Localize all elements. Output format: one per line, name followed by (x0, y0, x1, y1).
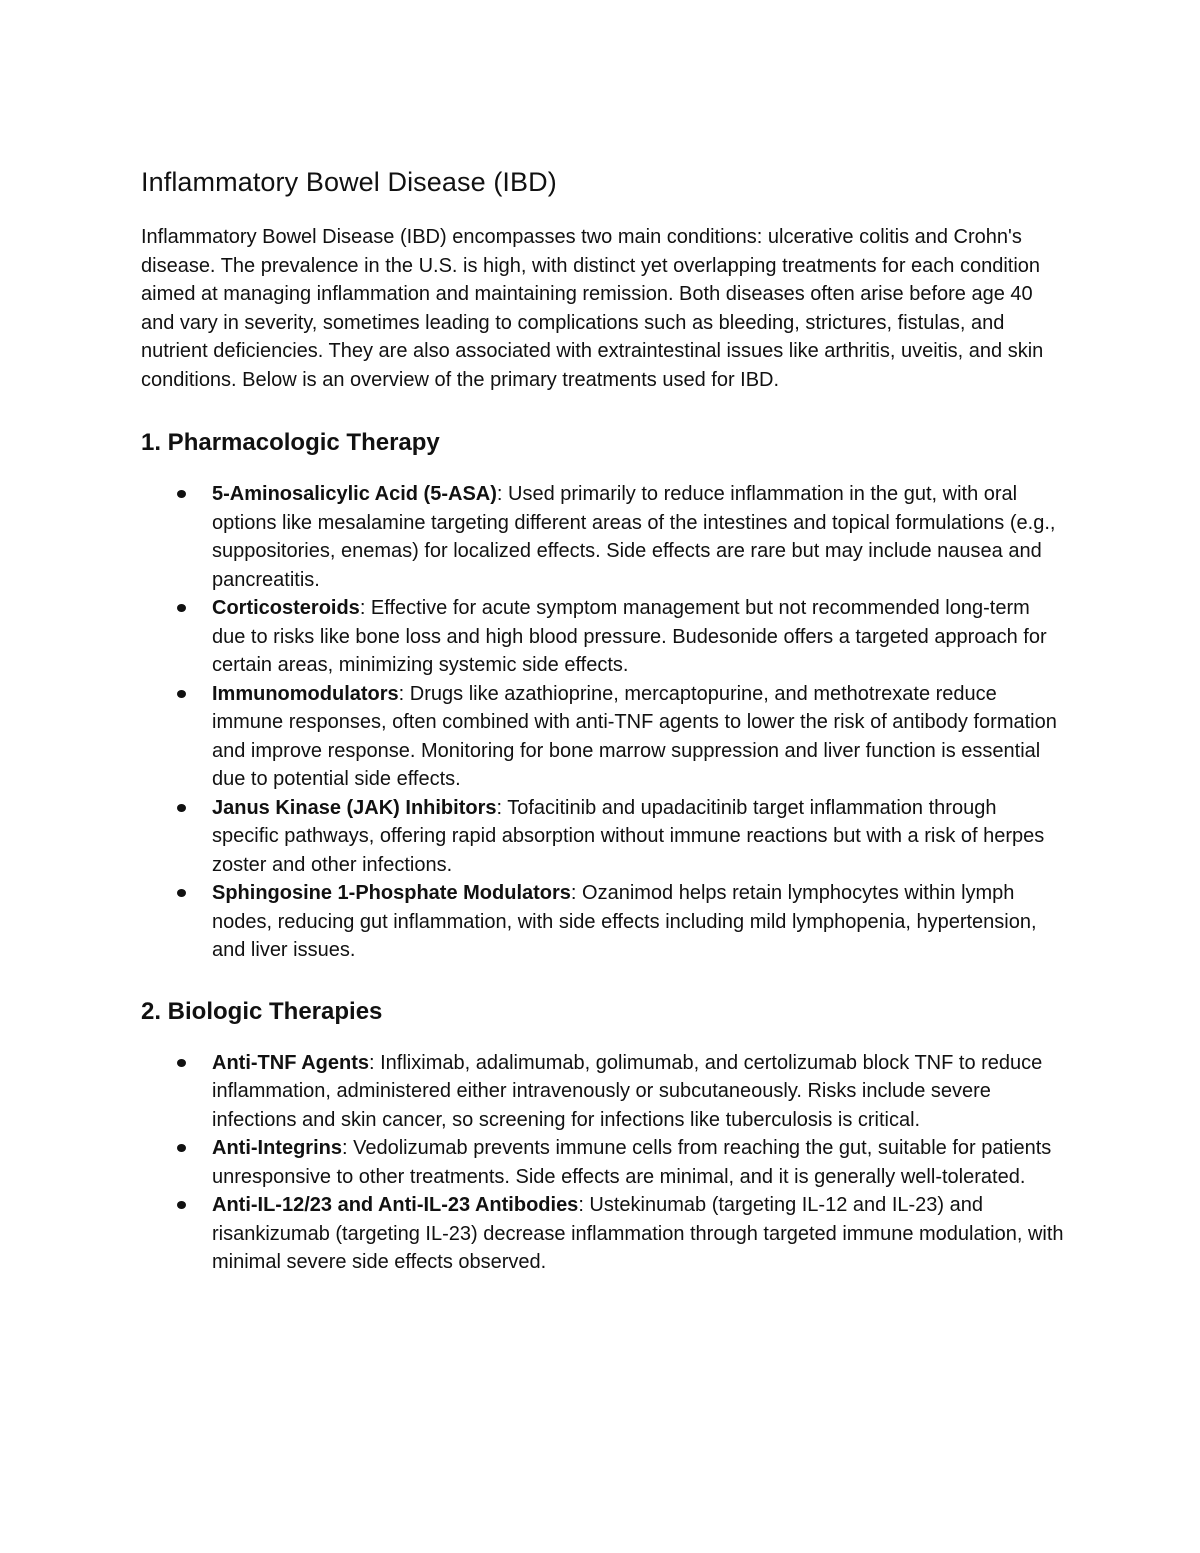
bullet-icon (177, 889, 186, 897)
list-item (141, 794, 1066, 880)
item-text: : Drugs like azathioprine, mercaptopurine, and methotrexate reduce immune responses, often combined with anti-TNF agents to lower the risk of antibody formation and improve response. Monitoring for bone marrow suppression and liver function is essential due to potential side effects. (212, 682, 1057, 790)
document-title: Inflammatory Bowel Disease (IBD) (141, 167, 557, 197)
list-item (141, 1191, 1066, 1277)
intro-paragraph: Inflammatory Bowel Disease (IBD) encompasses two main conditions: ulcerative colitis and Crohn's disease. The prevalence in the U.S. is high, with distinct yet overlapping treatments for each condition aimed at managing inflammation and maintaining remission. Both diseases often arise before age 40 and vary in severity, sometimes leading to complications such as bleeding, strictures, fistulas, and nutrient deficiencies. They are also associated with extraintestinal issues like arthritis, uveitis, and skin conditions. Below is an overview of the primary treatments used for IBD. (141, 226, 1044, 391)
item-text: : Vedolizumab prevents immune cells from reaching the gut, suitable for patients unresponsive to other treatments. Side effects are minimal, and it is generally well-tolerated. (212, 1137, 1052, 1188)
section-heading-biologic: 2. Biologic Therapies (141, 997, 383, 1025)
bullet-icon (177, 1059, 186, 1067)
bullet-icon (177, 1201, 186, 1209)
item-text: : Ozanimod helps retain lymphocytes within lymph nodes, reducing gut inflammation, with side effects including mild lymphopenia, hypertension, and liver issues. (212, 882, 1037, 961)
pharmacologic-list (141, 480, 1066, 965)
item-text: : Ustekinumab (targeting IL-12 and IL-23) and risankizumab (targeting IL-23) decrease inflammation through targeted immune modulation, with minimal severe side effects observed. (212, 1194, 1064, 1273)
item-term: Anti-Integrins (212, 1137, 342, 1159)
item-term: Janus Kinase (JAK) Inhibitors (212, 796, 497, 819)
list-item (141, 480, 1066, 594)
item-term: Corticosteroids (212, 597, 360, 619)
bullet-icon (177, 690, 186, 698)
list-item (141, 1049, 1066, 1135)
biologic-list (141, 1049, 1066, 1277)
item-term: Anti-IL-12/23 and Anti-IL-23 Antibodies (212, 1194, 579, 1216)
list-item (141, 680, 1066, 794)
list-item (141, 594, 1066, 680)
item-text: : Tofacitinib and upadacitinib target inflammation through specific pathways, offering rapid absorption without immune reactions but with a risk of herpes zoster and other infections. (212, 796, 1045, 876)
item-text: : Used primarily to reduce inflammation in the gut, with oral options like mesalamine targeting different areas of the intestines and topical formulations (e.g., suppositories, enemas) for localized effects. Side effects are rare but may include nausea and pancreatitis. (212, 483, 1056, 591)
document-page (141, 160, 1066, 1277)
item-text: : Effective for acute symptom management but not recommended long-term due to risks like bone loss and high blood pressure. Budesonide offers a targeted approach for certain areas, minimizing systemic side effects. (212, 597, 1047, 676)
bullet-icon (177, 490, 186, 498)
item-term: 5-Aminosalicylic Acid (5-ASA) (212, 483, 497, 505)
bullet-icon (177, 804, 186, 812)
section-heading-pharmacologic: 1. Pharmacologic Therapy (141, 429, 440, 456)
bullet-icon (177, 604, 186, 612)
item-text: : Infliximab, adalimumab, golimumab, and certolizumab block TNF to reduce inflammation, administered either intravenously or subcutaneously. Risks include severe infections and skin cancer, so screening for infections like tuberculosis is critical. (212, 1051, 1043, 1131)
item-term: Sphingosine 1-Phosphate Modulators (212, 882, 571, 904)
item-term: Immunomodulators (212, 682, 399, 705)
bullet-icon (177, 1144, 186, 1152)
list-item (141, 879, 1066, 965)
item-term: Anti-TNF Agents (212, 1051, 370, 1074)
list-item (141, 1134, 1066, 1191)
